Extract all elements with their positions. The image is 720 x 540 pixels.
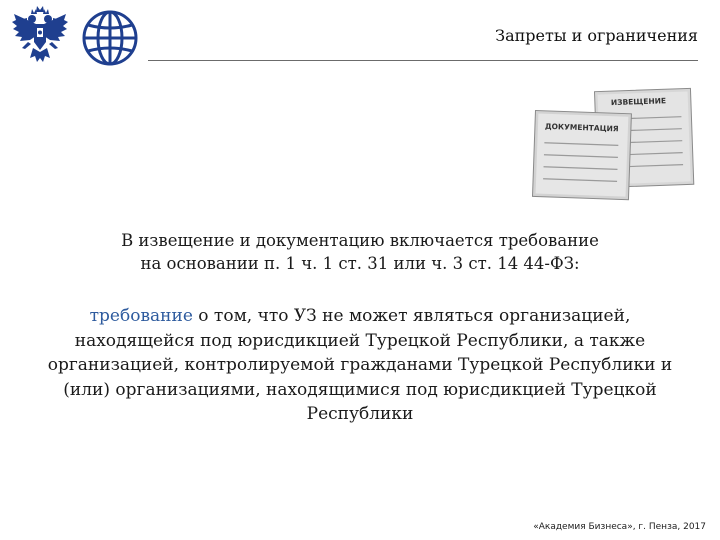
double-headed-eagle-icon [10,6,70,68]
highlight-term: требование [89,306,193,326]
globe-icon [80,8,140,68]
intro-line-2: на основании п. 1 ч. 1 ст. 31 или ч. 3 ст. 14 44-ФЗ: [140,254,580,273]
documentation-document [532,110,631,199]
intro-line-1: В извещение и документацию включается требование [121,231,599,250]
documents-icon [524,84,700,202]
header-divider [148,60,698,61]
page-title: Запреты и ограничения [495,26,698,45]
notice-label: ИЗВЕЩЕНИЕ [610,96,667,108]
requirement-text [30,304,690,427]
documentation-label: ДОКУМЕНТАЦИЯ [544,121,619,134]
intro-text [60,229,660,275]
footer-credit: «Академия Бизнеса», г. Пенза, 2017 [533,522,706,532]
requirement-body: о том, что УЗ не может являться организацией, находящейся под юрисдикцией Турецкой Республики, а также организацией, контролируемой гражданами Турецкой Республики и (или) организациями, находящимися под юрисдикцией Турецкой Республики [47,306,673,424]
